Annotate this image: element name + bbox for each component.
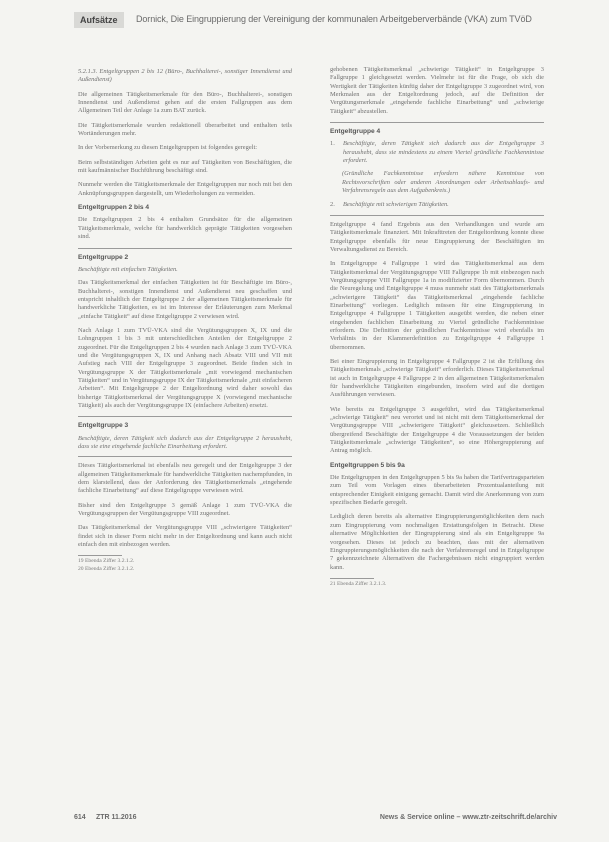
footnote-rule (330, 578, 374, 579)
footnote-rule (78, 555, 122, 556)
paragraph: Bei einer Eingruppierung in Entgeltgruppe 4 Fallgruppe 2 ist die Erfüllung des Tätigkeitsmerkmals „schwierige Tätigkeit“ erforderlich. Dieses Tätigkeitsmerkmal ist auch in Entgeltgruppe 4 Fallgruppe 2 in den allgemeinen Tätigkeitsmerkmalen für handwerkliche Tätigkeiten eingebunden, insofern wird auf die dortigen Ausführungen verwiesen. (330, 357, 544, 399)
right-column (330, 66, 544, 588)
paragraph: gehobenen Tätigkeitsmerkmal „schwierige Tätigkeit“ in Entgeltgruppe 3 Fallgruppe 1 gleichgesetzt werden. Vielmehr ist für die Frage, ob sich die Wertigkeit der Tätigkeiten künftig daher der Entgeltgruppe 3 zugeordnet wird, von Merkmalen aus der Entgeltordnung jedoch, auf die Definition der Vergütungsmerkmale „eingehende fachliche Einarbeitung“ und „schwierige Tätigkeit“ abzustellen. (330, 66, 544, 115)
divider (330, 215, 544, 216)
section-kicker: Aufsätze (74, 12, 124, 28)
paragraph: Bisher sind den Entgeltgruppe 3 gemäß Anlage 1 zum TVÜ-VKA die Vergütungsgruppen der Vergütungsgruppe VIII zugeordnet. (78, 501, 292, 518)
paragraph: Nach Anlage 1 zum TVÜ-VKA sind die Vergütungsgruppen X, IX und die Lohngruppen 1 bis 3 mit unterschiedlichen Anteilen der Entgeltgruppe 2 zugeordnet. Für die Entgeltgruppen 2 bis 4 wurden nach Anlage 3 zum TVÜ-VKA und die Vergütungsgruppen X, IX und Anhang nach Absatz VIII und VII mit Aufstieg nach VIII der Entgeltgruppe 3 zugeordnet. Beide finden sich in Vergütungsgruppe X der Tätigkeitsmerkmale „mit vorwiegend mechanischen Tätigkeiten“ und in Vergütungsgruppe IX der Tätigkeitsmerkmale „mit einfacheren Arbeiten“. Mit Entgeltgruppe 2 der Entgeltordnung wird daher sowohl das bisherige Tätigkeitsmerkmal der Vergütungsgruppe X (vorwiegend mechanische Tätigkeit) als auch der Vergütungsgruppe IX (einfachere Arbeiten) ersetzt. (78, 326, 292, 409)
footnote: 19 Ebenda Ziffer 3.2.1.2. (78, 558, 135, 565)
page-header (0, 10, 609, 32)
journal-issue: ZTR 11.2016 (96, 814, 137, 821)
paragraph: Die allgemeinen Tätigkeitsmerkmale für den Büro-, Buchhalterei-, sonstigen Innendienst und Außendienst gehen auf die ersten Fallgruppen aus dem Allgemeinen Teil der Anlage 1a zum BAT zurück. (78, 90, 292, 115)
paragraph: Wie bereits zu Entgeltgruppe 3 ausgeführt, wird das Tätigkeitsmerkmal „schwierige Tätigkeit“ neu verortet und ist nicht mit dem Tätigkeitsmerkmal der Vergütungsgruppe VIII „schwierigere Tätigkeit“ gleichzusetzen. Schließlich übergreifend Beschäftigte der Entgeltgruppe 4 die Voraussetzungen der beiden Tätigkeitsmerkmale „schwierige Tätigkeiten“, so eine Höhergruppierung auf Antrag möglich. (330, 405, 544, 455)
footnote: 21 Ebenda Ziffer 3.2.1.3. (330, 580, 387, 587)
paragraph: Das Tätigkeitsmerkmal der Vergütungsgruppe VIII „schwierigere Tätigkeiten“ findet sich in dieser Form nicht mehr in der Entgeltordnung und kann auch nicht einfach den mit einbezogen werden. (78, 524, 292, 549)
divider (330, 122, 544, 123)
paragraph: Die Entgeltgruppen 2 bis 4 enthalten Grundsätze für die allgemeinen Tätigkeitsmerkmale, welche für handwerklich geprägte Tätigkeiten vorgesehen sind. (78, 216, 292, 241)
paragraph: Lediglich deren bereits als alternative Eingruppierungsmöglichkeiten dem nach zum Eingruppierung vom nochmaligen Erstattungsfolgen in Betracht. Diese alternative Möglichkeiten der Eingruppierung sind als ein Entgeltgruppe 9a vorgesehen. Dieses ist jedoch zu beachten, dass mit der alternativen Eingruppierungsmöglichkeiten die nach der Verfahrensregel und in Entgeltgruppe 7 gekennzeichnete Alternativen die Fachergebnissen nicht eingruppiert werden kann. (330, 513, 544, 571)
paragraph: In der Vorbemerkung zu diesen Entgeltgruppen ist folgendes geregelt: (78, 144, 258, 152)
paragraph: Die Tätigkeitsmerkmale wurden redaktionell überarbeitet und enthalten teils Wortänderungen mehr. (78, 121, 292, 138)
paragraph: Die Entgeltgruppen in den Entgeltgruppen 5 bis 9a haben die Tarifvertragsparteien zum Teil vom Vorlagen eines überarbeiteten Prozentualanteilung mit entsprechender Einigkeit einigung gemacht. Damit wird die Anerkennung von zum spezifischen Bedarfe geregelt. (330, 474, 544, 507)
criteria-text: Beschäftigte mit einfachen Tätigkeiten. (78, 265, 178, 273)
footnote: 20 Ebenda Ziffer 3.2.1.2. (78, 565, 135, 572)
page-number: 614 (74, 814, 86, 821)
list-text: Beschäftigte, deren Tätigkeit sich dadurch aus der Entgeltgruppe 3 heraushebt, dass sie mindestens zu einem Viertel gründliche Fachkenntnisse erfordert. (343, 140, 544, 165)
page-footer (0, 814, 609, 828)
list-text: Beschäftigte mit schwierigen Tätigkeiten. (343, 201, 449, 209)
subheading-eg2: Entgeltgruppe 2 (78, 253, 129, 261)
section-heading: 5.2.1.3. Entgeltgruppen 2 bis 12 (Büro-, Buchhalterei-, sonstiger Innendienst und Außendienst) (78, 68, 292, 84)
footnotes (330, 578, 544, 589)
paragraph: Beim selbstständigen Arbeiten geht es nur auf Tätigkeiten von Beschäftigten, die mit kaufmännischer Buchführung beschäftigt sind. (78, 158, 292, 175)
criteria-text: Beschäftigte, deren Tätigkeit sich dadurch aus der Entgeltgruppe 2 heraushebt, dass sie eine eingehende fachliche Einarbeitung erfordert. (78, 434, 292, 451)
list-number: 1. (330, 140, 335, 148)
paragraph: Dieses Tätigkeitsmerkmal ist ebenfalls neu geregelt und der Entgeltgruppe 3 der allgemeinen Tätigkeitsmerkmale für handwerkliche Tätigkeiten nachempfunden, in dem klarstellend, dass der Anforderung des Tätigkeitsmerkmals „eingehende fachliche Einarbeitung“ auf diese Entgeltgruppe verwiesen wird. (78, 462, 292, 495)
left-column (78, 68, 292, 573)
list-item (330, 201, 544, 209)
running-title: Dornick, Die Eingruppierung der Vereinigung der kommunalen Arbeitgeberverbände (VKA) zum TVöD (136, 14, 532, 24)
paragraph: In Entgeltgruppe 4 Fallgruppe 1 wird das Tätigkeitsmerkmal aus dem Tätigkeitsmerkmal der Vergütungsgruppe VIII Fallgruppe 1b mit einbezogen nach Vergütungsgruppe VIII Fallgruppe 1a in modifizierter Form übernommen. Durch die Neuregelung und Entgeltgruppe 4 muss nunmehr statt des Tätigkeitsmerkmals „schwierigere Tätigkeit“ das Tätigkeitsmerkmal „eingehende fachliche Einarbeitung“ vorliegen. Lediglich müssen für eine Eingruppierung in Entgeltgruppe 4 Fallgruppe 1 Tätigkeiten ausgeübt werden, die neben einer eingehenden fachlichen Einarbeitung zu Viertel gründliche Fachkenntnisse erfordern. Die Definition der gründlichen Fachkenntnisse wird ebenfalls im Verhältnis in der Klammerdefinition zu Entgeltgruppe 4 Fallgruppe 1 übernommen. (330, 260, 544, 351)
list-number: 2. (330, 201, 335, 209)
divider (78, 456, 292, 457)
list-item (330, 140, 544, 165)
definition-note: (Gründliche Fachkenntnisse erfordern nähere Kenntnisse von Rechtsvorschriften oder anderen Anordnungen oder Arbeitsablaufs- und Verfahrensregeln aus dem Aufgabenkreis.) (342, 170, 544, 195)
website-link[interactable]: News & Service online – www.ztr-zeitschrift.de/archiv (379, 814, 557, 821)
subheading-eg4: Entgeltgruppe 4 (330, 128, 381, 136)
divider (78, 248, 292, 249)
footnotes (78, 555, 292, 573)
divider (78, 416, 292, 417)
paragraph: Entgeltgruppe 4 fand Ergebnis aus den Verhandlungen und wurde am Tätigkeitsmerkmale finanziert. Mit Inkrafttreten der Entgeltordnung konnte diese Entgeltgruppe ebenfalls für neue Eingruppierung der Beschäftigten im Verwaltungsdienst zu Bereich. (330, 220, 544, 253)
paragraph: Das Tätigkeitsmerkmal der einfachen Tätigkeiten ist für Beschäftigte im Büro-, Buchhalterei-, sonstigen Innendienst und Außendienst neu geschaffen und entspricht inhaltlich der Entgeltgruppe 2 der allgemeinen Tätigkeitsmerkmale für handwerkliche Tätigkeiten, es ist im Interesse der Erläuterungen zum Merkmal „einfache Tätigkeit“ auf diese Entgeltgruppe 2 verwiesen wird. (78, 279, 292, 320)
subheading-eg5-9a: Entgeltgruppen 5 bis 9a (330, 461, 405, 469)
subheading-eg2-4: Entgeltgruppen 2 bis 4 (78, 204, 150, 212)
paragraph: Nunmehr werden die Tätigkeitsmerkmale der Entgeltgruppen nur noch mit bei den Anknüpfungsgruppen dargestellt, um Wiederholungen zu vermeiden. (78, 181, 292, 197)
subheading-eg3: Entgeltgruppe 3 (78, 422, 129, 430)
